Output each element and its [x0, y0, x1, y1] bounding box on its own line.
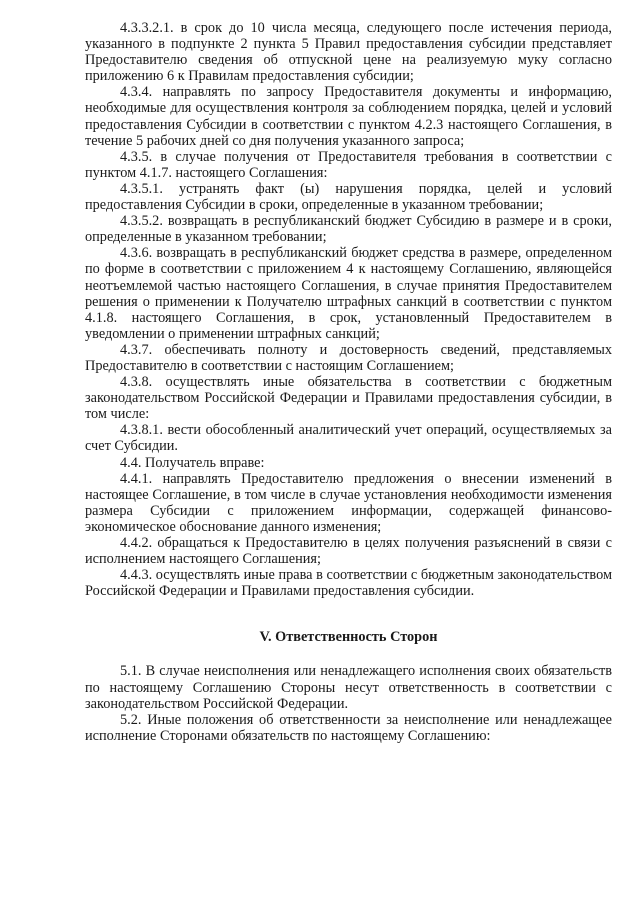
paragraph-4-3-5: 4.3.5. в случае получения от Предоставителя требования в соответствии с пунктом 4.1.7. настоящего Соглашения: — [85, 148, 612, 181]
paragraph-4-4-1: 4.4.1. направлять Предоставителю предложения о внесении изменений в настоящее Соглашение, в том числе в случае установления необходимости изменения размера Субсидии с приложением информации, содержащей финансово-экономическое обоснование данного изменения; — [85, 470, 612, 535]
paragraph-4-4-3: 4.4.3. осуществлять иные права в соответствии с бюджетным законодательством Российской Федерации и Правилами предоставления субсидии. — [85, 567, 612, 600]
paragraph-4-3-6: 4.3.6. возвращать в республиканский бюджет средства в размере, определенном по форме в соответствии с приложением 4 к настоящему Соглашению, являющейся неотъемлемой частью настоящего Соглашения, в случае принятия Предоставителем решения о применении к Получателю штрафных санкций в соответствии с пунктом 4.1.8. настоящего Соглашения, в срок, установленный Предоставителем в уведомлении о применении штрафных санкций; — [85, 245, 612, 342]
paragraph-4-3-5-2: 4.3.5.2. возвращать в республиканский бюджет Субсидию в размере и в сроки, определенные в указанном требовании; — [85, 213, 612, 246]
paragraph-4-3-4: 4.3.4. направлять по запросу Предоставителя документы и информацию, необходимые для осуществления контроля за соблюдением порядка, целей и условий предоставления Субсидии в соответствии с пунктом 4.2.3 настоящего Соглашения, в течение 5 рабочих дней со дня получения указанного запроса; — [85, 84, 612, 149]
paragraph-5-1: 5.1. В случае неисполнения или ненадлежащего исполнения своих обязательств по настоящему Соглашению Стороны несут ответственность в соответствии с законодательством Российской Федерации. — [85, 663, 612, 712]
paragraph-4-3-5-1: 4.3.5.1. устранять факт (ы) нарушения порядка, целей и условий предоставления Субсидии в сроки, определенные в указанном требовании; — [85, 180, 612, 214]
paragraph-4-3-7: 4.3.7. обеспечивать полноту и достоверность сведений, представляемых Предоставителю в соответствии с настоящим Соглашением; — [85, 341, 612, 374]
paragraph-4-3-8-1: 4.3.8.1. вести обособленный аналитический учет операций, осуществляемых за счет Субсидии. — [85, 422, 612, 455]
paragraph-4-3-8: 4.3.8. осуществлять иные обязательства в соответствии с бюджетным законодательством Российской Федерации и Правилами предоставления субсидии, в том числе: — [85, 374, 612, 423]
document-page — [85, 20, 612, 744]
paragraph-4-4: 4.4. Получатель вправе: — [120, 454, 265, 471]
paragraph-5-2: 5.2. Иные положения об ответственности за неисполнение или ненадлежащее исполнение Сторонами обязательств по настоящему Соглашению: — [85, 711, 612, 744]
paragraph-4-4-2: 4.4.2. обращаться к Предоставителю в целях получения разъяснений в связи с исполнением настоящего Соглашения; — [85, 535, 612, 568]
paragraph-4-3-3-2-1: 4.3.3.2.1. в срок до 10 числа месяца, следующего после истечения периода, указанного в подпункте 2 пункта 5 Правил предоставления субсидии представляет Предоставителю сведения об отпускной цене на реализуемую муку согласно приложению 6 к Правилам предоставления субсидии; — [85, 20, 612, 85]
section-heading: V. Ответственность Сторон — [259, 629, 438, 646]
